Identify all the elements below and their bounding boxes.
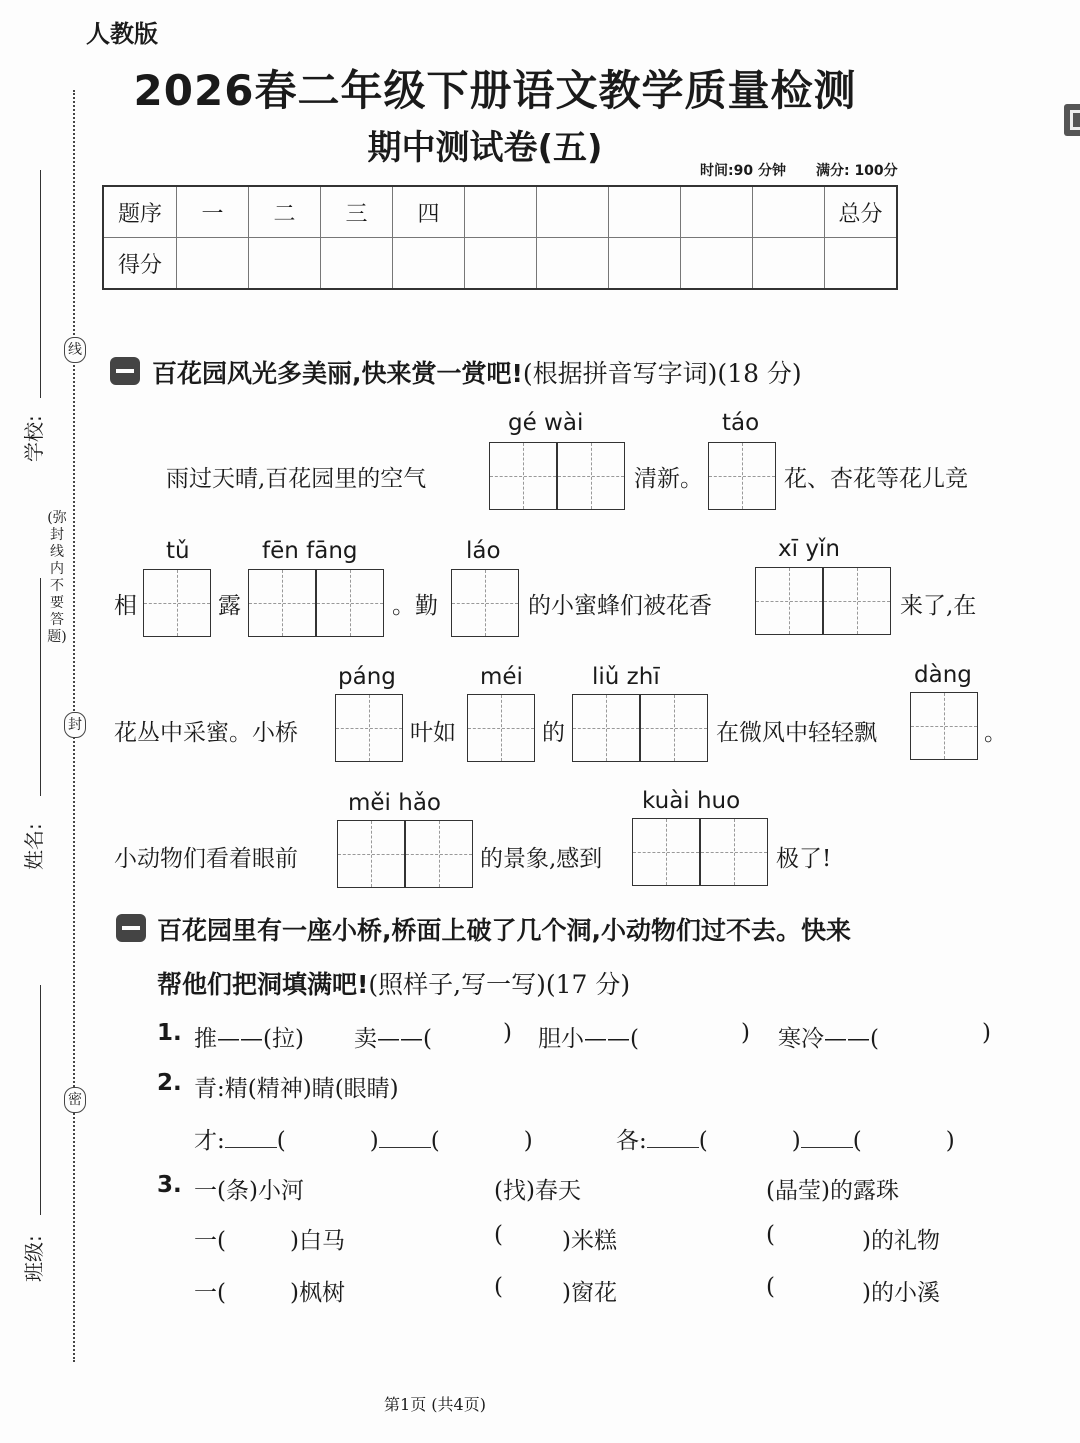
verb-item: (找)春天 <box>494 1178 581 1204</box>
antonym-item: 卖——( <box>354 1026 432 1052</box>
answer-blank[interactable] <box>225 1127 277 1148</box>
binding-note: (弥封线内不要答题) <box>47 510 67 645</box>
name-label: 姓名: <box>22 823 46 870</box>
answer-box[interactable] <box>632 818 700 886</box>
pinyin: kuài huo <box>642 788 741 814</box>
score-col <box>681 186 753 238</box>
sentence-text: 花、杏花等花儿竞 <box>784 466 968 492</box>
score-cell[interactable] <box>321 238 393 290</box>
pinyin: páng <box>338 664 396 690</box>
pinyin: táo <box>722 410 760 436</box>
radical-char: 才: <box>194 1128 225 1154</box>
answer-blank[interactable] <box>379 1127 431 1148</box>
radical-char: 各: <box>616 1128 647 1154</box>
sentence-text: 的 <box>542 720 565 746</box>
answer-box[interactable] <box>572 694 640 762</box>
score-cell[interactable] <box>465 238 537 290</box>
score-cell[interactable] <box>393 238 465 290</box>
sentence-text: 在微风中轻轻飘 <box>716 720 877 746</box>
sentence-text: 叶如 <box>410 720 456 746</box>
score-col <box>753 186 825 238</box>
verb-item-end: )窗花 <box>562 1280 617 1306</box>
sentence-text: 。勤 <box>392 593 438 619</box>
school-label: 学校: <box>22 415 46 462</box>
pinyin: dàng <box>914 662 972 688</box>
score-col: 四 <box>393 186 465 238</box>
answer-box[interactable] <box>451 569 519 637</box>
pinyin: tǔ <box>166 538 190 564</box>
adjective-item: (晶莹)的露珠 <box>766 1178 899 1204</box>
sentence-text: 。 <box>984 720 1007 746</box>
score-cell[interactable] <box>609 238 681 290</box>
measure-word-item-end: )白马 <box>290 1228 345 1254</box>
answer-box[interactable] <box>557 442 625 510</box>
sentence-text: 的景象,感到 <box>480 846 603 872</box>
score-col <box>465 186 537 238</box>
score-col: 三 <box>321 186 393 238</box>
adjective-item: ( <box>766 1274 775 1300</box>
adjective-item-end: )的小溪 <box>862 1280 940 1306</box>
pinyin: měi hǎo <box>348 790 441 816</box>
antonym-bracket[interactable]: ) <box>741 1020 750 1046</box>
pinyin: xī yǐn <box>778 536 840 562</box>
section1-requirement: (根据拼音写字词)(18 分) <box>522 359 802 388</box>
binding-mark: 线 <box>64 337 86 363</box>
sentence-text: 清新。 <box>634 466 703 492</box>
sentence-text: 花丛中采蜜。小桥 <box>114 720 298 746</box>
verb-item-end: )米糕 <box>562 1228 617 1254</box>
answer-box[interactable] <box>755 567 823 635</box>
radical-item: 才: ( ) ( ) <box>194 1128 533 1154</box>
school-line[interactable] <box>40 170 41 398</box>
adjective-item: ( <box>766 1222 775 1248</box>
class-line[interactable] <box>40 985 41 1215</box>
section1-title: 百花园风光多美丽,快来赏一赏吧! <box>152 359 523 388</box>
score-cell[interactable] <box>681 238 753 290</box>
class-label: 班级: <box>22 1235 46 1282</box>
score-cell-total[interactable] <box>825 238 898 290</box>
page-title: 2026春二年级下册语文教学质量检测 <box>133 66 857 115</box>
section2-title: 帮他们把洞填满吧! <box>157 970 369 999</box>
binding-mark: 封 <box>64 712 86 738</box>
question-number: 3. <box>157 1172 182 1198</box>
adjective-item-end: )的礼物 <box>862 1228 940 1254</box>
radical-example: 青:精(精神)睛(眼睛) <box>194 1076 399 1102</box>
antonym-item: 寒冷——( <box>778 1026 879 1052</box>
score-row-label: 得分 <box>103 238 177 290</box>
answer-box[interactable] <box>405 820 473 888</box>
score-cell[interactable] <box>537 238 609 290</box>
section-badge-icon <box>116 914 146 942</box>
answer-blank[interactable] <box>647 1127 699 1148</box>
score-col <box>609 186 681 238</box>
measure-word-item-end: )枫树 <box>290 1280 345 1306</box>
sentence-text: 小动物们看着眼前 <box>114 846 298 872</box>
measure-word-item: 一( <box>194 1280 226 1306</box>
measure-word-item: 一( <box>194 1228 226 1254</box>
exam-full-score: 满分: 100分 <box>815 163 898 179</box>
section1-heading <box>152 354 802 390</box>
verb-item: ( <box>494 1222 503 1248</box>
answer-box[interactable] <box>823 567 891 635</box>
score-cell[interactable] <box>249 238 321 290</box>
score-cell[interactable] <box>177 238 249 290</box>
edition-label: 人教版 <box>86 20 158 48</box>
sentence-text: 的小蜜蜂们被花香 <box>528 593 712 619</box>
answer-box[interactable] <box>335 694 403 762</box>
answer-box[interactable] <box>143 569 211 637</box>
answer-box[interactable] <box>910 692 978 760</box>
answer-box[interactable] <box>708 442 776 510</box>
antonym-bracket[interactable]: ) <box>503 1020 512 1046</box>
score-col <box>537 186 609 238</box>
pinyin: liǔ zhī <box>592 664 660 690</box>
pinyin: fēn fāng <box>262 538 358 564</box>
score-row-label: 题序 <box>103 186 177 238</box>
section2-requirement: (照样子,写一写)(17 分) <box>368 970 631 999</box>
page-subtitle: 期中测试卷(五) <box>367 128 603 168</box>
antonym-example: 推——(拉) <box>194 1026 304 1052</box>
sentence-text: 雨过天晴,百花园里的空气 <box>166 466 427 492</box>
sentence-text: 来了,在 <box>900 593 977 619</box>
answer-box[interactable] <box>467 694 535 762</box>
exam-time: 时间:90 分钟 <box>700 163 786 179</box>
score-col: 一 <box>177 186 249 238</box>
exam-info <box>700 160 898 180</box>
measure-word-item: 一(条)小河 <box>194 1178 304 1204</box>
pinyin: láo <box>466 538 501 564</box>
sentence-text: 极了! <box>776 846 832 872</box>
sentence-text: 露 <box>218 593 241 619</box>
sentence-text: 相 <box>114 593 137 619</box>
side-tab-icon <box>1064 104 1080 136</box>
section2-title-line1: 百花园里有一座小桥,桥面上破了几个洞,小动物们过不去。快来 <box>157 916 851 945</box>
pinyin: méi <box>480 664 523 690</box>
score-col: 二 <box>249 186 321 238</box>
antonym-bracket[interactable]: ) <box>982 1020 991 1046</box>
verb-item: ( <box>494 1274 503 1300</box>
answer-box[interactable] <box>316 569 384 637</box>
answer-box[interactable] <box>337 820 405 888</box>
section2-heading <box>157 965 630 1001</box>
binding-mark: 密 <box>64 1087 86 1113</box>
answer-box[interactable] <box>489 442 557 510</box>
score-table <box>102 185 898 290</box>
score-table-value-row <box>103 238 897 290</box>
score-cell[interactable] <box>753 238 825 290</box>
pinyin: gé wài <box>508 410 584 436</box>
score-col-total: 总分 <box>825 186 898 238</box>
name-line[interactable] <box>40 578 41 796</box>
radical-item: 各: ( ) ( ) <box>616 1128 955 1154</box>
answer-box[interactable] <box>640 694 708 762</box>
answer-box[interactable] <box>700 818 768 886</box>
score-table-header-row <box>103 186 897 238</box>
antonym-item: 胆小——( <box>538 1026 639 1052</box>
answer-box[interactable] <box>248 569 316 637</box>
question-number: 1. <box>157 1020 182 1046</box>
section-badge-icon <box>110 357 140 385</box>
page-footer: 第1页 (共4页) <box>384 1395 486 1414</box>
answer-blank[interactable] <box>801 1127 853 1148</box>
question-number: 2. <box>157 1070 182 1096</box>
